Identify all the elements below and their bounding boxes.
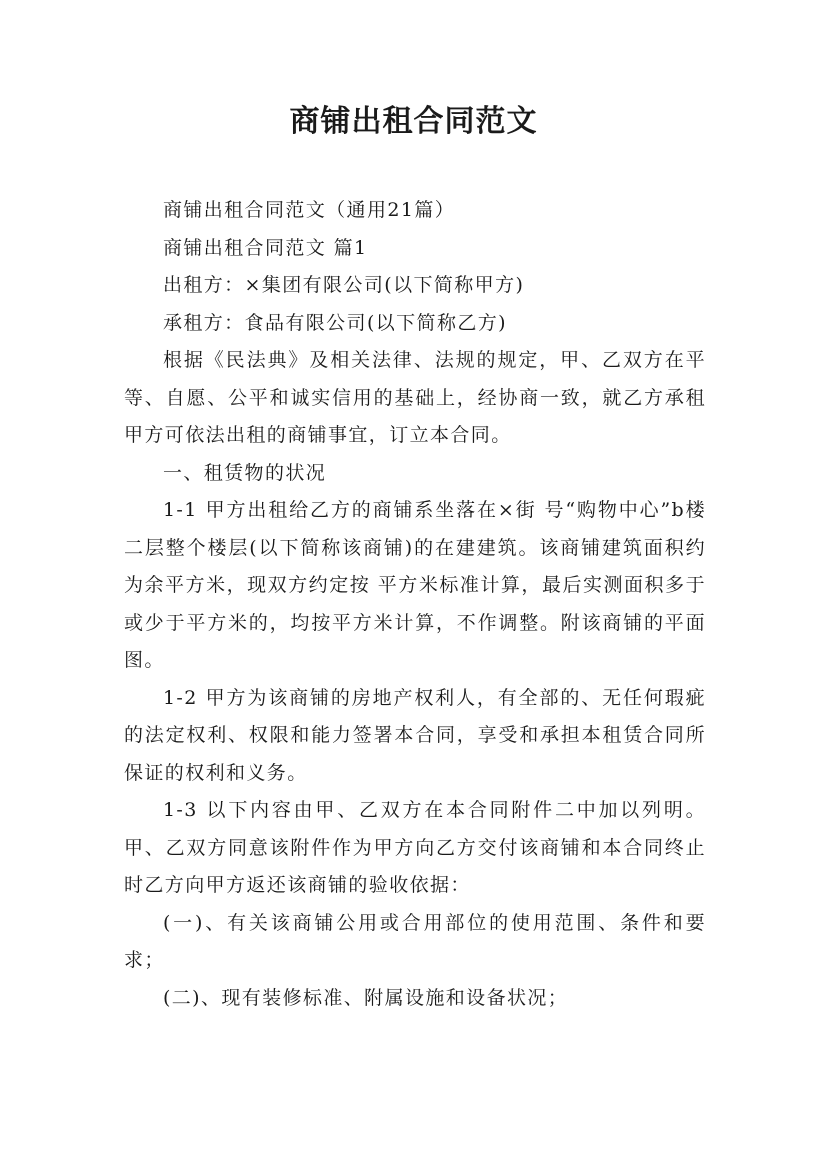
paragraph-clause-1-3: 1-3 以下内容由甲、乙双方在本合同附件二中加以列明。甲、乙双方同意该附件作为甲方向乙方交付该商铺和本合同终止时乙方向甲方返还该商铺的验收依据：	[124, 799, 706, 896]
paragraph-subtitle: 商铺出租合同范文（通用21篇）	[162, 199, 456, 221]
paragraph-section-heading: 商铺出租合同范文 篇1	[162, 236, 368, 259]
paragraph-item-2: (二)、现有装修标准、附属设施和设备状况；	[162, 986, 569, 1009]
paragraph-item-1: (一)、有关该商铺公用或合用部位的使用范围、条件和要求；	[124, 911, 706, 971]
paragraph-clause-1-2: 1-2 甲方为该商铺的房地产权利人，有全部的、无任何瑕疵的法定权利、权限和能力签署本合同，享受和承担本租赁合同所保证的权利和义务。	[124, 686, 706, 784]
paragraph-clause-heading: 一、租赁物的状况	[162, 461, 327, 484]
paragraph-lessor: 出租方：×集团有限公司(以下简称甲方)	[162, 274, 525, 296]
document-body	[124, 192, 706, 1017]
document-title: 商铺出租合同范文	[289, 104, 538, 139]
paragraph-preamble: 根据《民法典》及相关法律、法规的规定，甲、乙双方在平等、自愿、公平和诚实信用的基础上，经协商一致，就乙方承租甲方可依法出租的商铺事宜，订立本合同。	[124, 349, 706, 446]
paragraph-clause-1-1: 1-1 甲方出租给乙方的商铺系坐落在×街 号“购物中心”b楼二层整个楼层(以下简称该商铺)的在建建筑。该商铺建筑面积约为余平方米，现双方约定按 平方米标准计算，最后实测面积多于或少于平方米的，均按平方米计算，不作调整。附该商铺的平面图。	[124, 499, 706, 671]
paragraph-lessee: 承租方：食品有限公司(以下简称乙方)	[162, 311, 507, 334]
